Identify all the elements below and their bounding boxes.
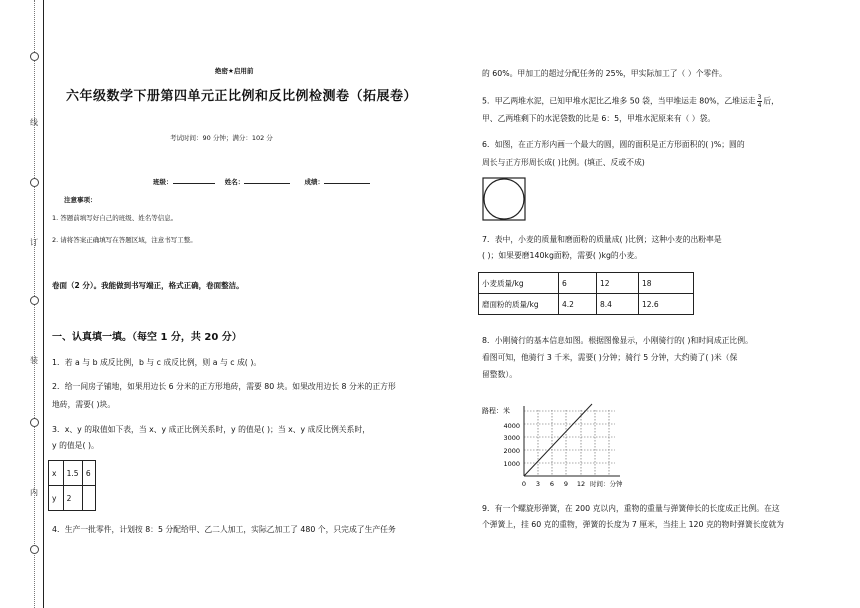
table-cell: 8.4: [597, 294, 639, 315]
table-cell: 6: [82, 461, 95, 486]
table-cell: 小麦质量/kg: [479, 273, 559, 294]
square-shape: [483, 178, 525, 220]
q7-table: [478, 272, 694, 315]
table-cell: x: [49, 461, 64, 486]
table-cell: 2: [63, 486, 82, 511]
table-row: [479, 273, 694, 294]
table-row: [479, 294, 694, 315]
x-tick-label: 0: [521, 480, 527, 488]
y-tick-label: 1000: [503, 460, 520, 468]
notice-item: 2. 请将答案正确填写在答题区域，注意书写工整。: [52, 236, 197, 244]
question-5-line1: [482, 94, 779, 109]
class-blank[interactable]: [173, 174, 215, 184]
question-7-line2: ( )；如果要磨140kg面粉，需要( )kg的小麦。: [482, 251, 643, 260]
section-heading: 一、认真填一填。（每空 1 分，共 20 分）: [52, 332, 242, 343]
distance-line: [524, 404, 592, 476]
x-tick-label: 12: [576, 480, 586, 488]
secret-label: 绝密★启用前: [215, 67, 254, 75]
graph-grid: [524, 410, 615, 476]
x-tick-label: 3: [535, 480, 541, 488]
fraction-numerator: 3: [757, 94, 762, 101]
info-fields: [153, 174, 370, 186]
question-2-line1: 2．给一间房子铺地，如果用边长 6 分米的正方形地砖，需要 80 块。如果改用边长 8 分米的正方形: [52, 382, 396, 391]
x-tick-label: 9: [563, 480, 569, 488]
binding-mark: 订: [30, 238, 38, 247]
table-row: [49, 461, 96, 486]
x-tick-label: 6: [549, 480, 555, 488]
table-cell: 12.6: [639, 294, 694, 315]
question-6-line1: 6．如图，在正方形内画一个最大的圆，圆的面积是正方形面积的( )%；圆的: [482, 140, 745, 149]
question-1: 1．若 a 与 b 成反比例，b 与 c 成反比例，则 a 与 c 成( )。: [52, 358, 262, 367]
fraction-denominator: 4: [757, 102, 762, 109]
question-4: 4．生产一批零件，计划按 8：5 分配给甲、乙二人加工，实际乙加工了 480 个，只完成了生产任务: [52, 525, 396, 534]
question-8-line3: 留整数）。: [482, 370, 518, 379]
binding-circle: [30, 418, 39, 427]
table-cell: 磨面粉的质量/kg: [479, 294, 559, 315]
page-title: 六年级数学下册第四单元正比例和反比例检测卷（拓展卷）: [66, 89, 418, 104]
notice-item: 1. 答题前填写好自己的班级、姓名等信息。: [52, 214, 178, 222]
score-blank[interactable]: [324, 174, 370, 184]
question-8-line2: 看图可知，他骑行 3 千米，需要( )分钟；骑行 5 分钟，大约骑了( )米（保: [482, 353, 738, 362]
question-2-line2: 地砖，需要( )块。: [52, 400, 116, 409]
binding-circle: [30, 296, 39, 305]
distance-time-graph: [480, 400, 660, 492]
question-3-line2: y 的值是( )。: [52, 441, 99, 450]
binding-circle: [30, 178, 39, 187]
fraction: [757, 94, 763, 109]
inscribed-circle: [484, 179, 524, 219]
table-cell: [82, 486, 95, 511]
square-circle-figure: [482, 177, 526, 221]
table-cell: 18: [639, 273, 694, 294]
y-tick-label: 3000: [503, 434, 520, 442]
binding-mark: 线: [30, 118, 38, 127]
table-cell: 12: [597, 273, 639, 294]
name-blank[interactable]: [244, 174, 290, 184]
table-cell: y: [49, 486, 64, 511]
question-8-line1: 8．小刚骑行的基本信息如图。根据图像显示，小刚骑行的( )和时间成正比例。: [482, 336, 753, 345]
question-9-line2: 个弹簧上，挂 60 克的重物，弹簧的长度为 7 厘米，当挂上 120 克的物时弹簧长度就为: [482, 520, 784, 529]
table-cell: 4.2: [559, 294, 597, 315]
table-cell: 1.5: [63, 461, 82, 486]
name-label: 姓名：: [224, 178, 245, 186]
question-7-line1: 7．表中，小麦的质量和磨面粉的质量成( )比例；这种小麦的出粉率是: [482, 235, 722, 244]
q3-table: [48, 460, 96, 511]
x-axis-label: 时间：分钟: [590, 480, 623, 488]
binding-circle: [30, 545, 39, 554]
question-3-line1: 3．x、y 的取值如下表，当 x、y 成正比例关系时，y 的值是( )；当 x、y 成反比例关系时，: [52, 425, 370, 434]
class-label: 班级：: [153, 178, 173, 186]
binding-circle: [30, 52, 39, 61]
notice-title: 注意事项：: [64, 196, 97, 204]
neatness-note: 卷面（2 分）。我能做到书写端正，格式正确，卷面整洁。: [52, 281, 244, 290]
question-9-line1: 9．有一个螺旋形弹簧，在 200 克以内，重物的重量与弹簧伸长的长度成正比例。在这: [482, 504, 780, 513]
y-tick-label: 4000: [503, 422, 520, 430]
table-row: [49, 486, 96, 511]
y-tick-label: 2000: [503, 447, 520, 455]
question-5-line2: 甲、乙两堆剩下的水泥袋数的比是 6：5，甲堆水泥原来有（ ）袋。: [482, 114, 716, 123]
table-cell: 6: [559, 273, 597, 294]
binding-mark: 内: [30, 488, 38, 497]
q5-text-end: 后，: [763, 96, 779, 106]
binding-mark: 装: [30, 356, 38, 365]
q5-text: 5．甲乙两堆水泥，已知甲堆水泥比乙堆多 50 袋，当甲堆运走 80%，乙堆运走: [482, 96, 756, 106]
score-label: 成绩：: [304, 178, 325, 186]
question-4-cont: 的 60%。甲加工的超过分配任务的 25%，甲实际加工了（ ）个零件。: [482, 69, 727, 78]
exam-info: 考试时间：90 分钟；满分：102 分: [170, 134, 273, 142]
binding-margin: [0, 0, 44, 608]
question-6-line2: 周长与正方形周长成( )比例。(填正、反或不成): [482, 158, 645, 167]
y-axis-label: 路程：米: [482, 407, 510, 415]
binding-edge-line: [43, 0, 44, 608]
